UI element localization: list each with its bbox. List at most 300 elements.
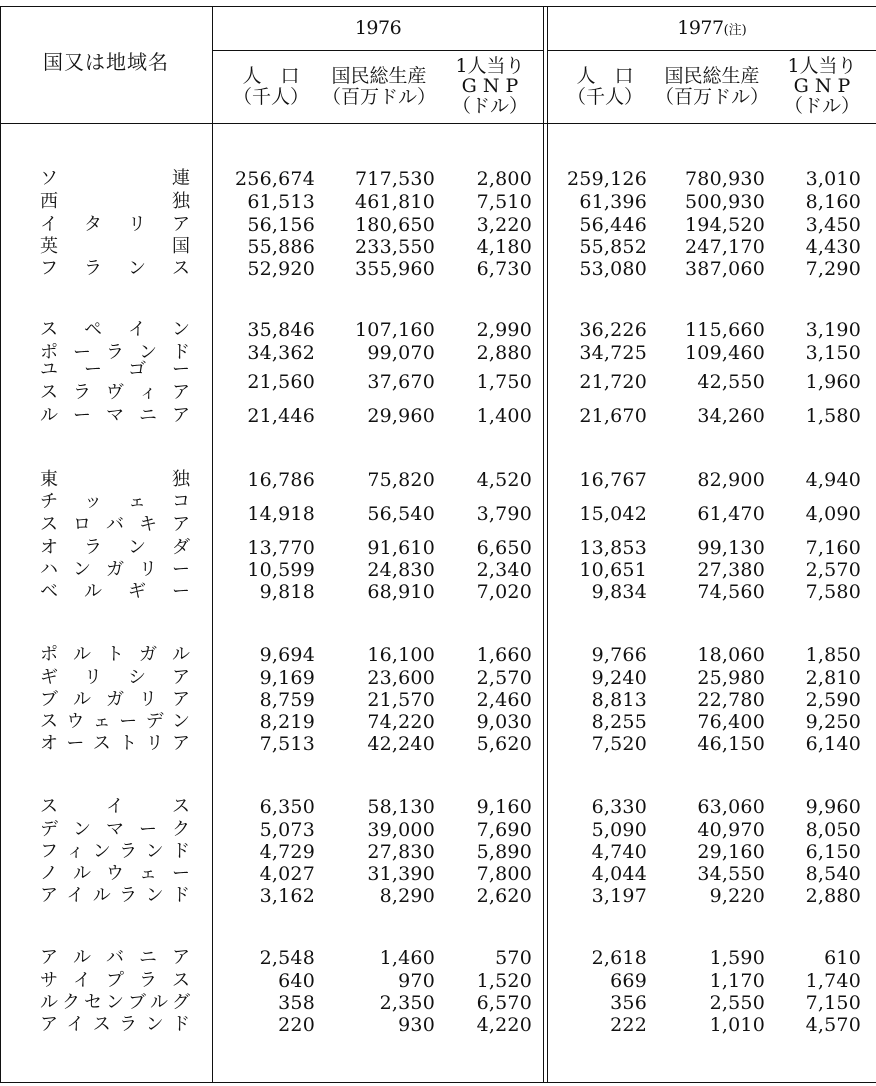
- country-name-char: ス: [40, 319, 58, 340]
- population-1976-cell: 3,162: [259, 885, 315, 907]
- country-name-char: ド: [171, 885, 190, 906]
- gnp-per-capita-1977-cell: 1,960: [805, 371, 861, 393]
- population-1977-cell: 21,670: [579, 405, 647, 427]
- population-header-1976: [222, 66, 320, 108]
- country-name-char: ル: [92, 885, 111, 906]
- gnp-1977-cell: 63,060: [697, 796, 765, 818]
- population-1977-cell: 5,090: [591, 819, 647, 841]
- subheader-rule-1976: [212, 50, 544, 51]
- gnp-1976-cell: 1,460: [379, 947, 435, 969]
- gnp-per-capita-1977-cell: 8,050: [805, 819, 861, 841]
- country-name-char: バ: [106, 947, 124, 968]
- population-1977-cell: 2,618: [591, 947, 647, 969]
- gnp-per-capita-1977-cell: 3,190: [805, 319, 861, 341]
- gnp-1976-cell: 8,290: [379, 885, 435, 907]
- country-name: [40, 235, 190, 259]
- population-1976-cell: 10,599: [247, 559, 315, 581]
- population-1976-cell: 35,846: [247, 319, 315, 341]
- gnp-per-capita-1977-cell: 2,590: [805, 689, 861, 711]
- country-name-char: ノ: [40, 863, 58, 884]
- country-name-char: ラ: [84, 537, 102, 558]
- country-name-char: ェ: [139, 863, 157, 884]
- country-name-char: デ: [40, 819, 58, 840]
- gnp-1976-cell: 37,670: [367, 371, 435, 393]
- gnp-1977-cell: 18,060: [697, 644, 765, 666]
- table-row: [0, 840, 876, 864]
- country-name-char: ェ: [128, 490, 146, 512]
- country-name-char: ニ: [139, 405, 157, 426]
- gnp-1977-cell: 387,060: [685, 258, 765, 280]
- population-1977-cell: 4,044: [591, 863, 647, 885]
- gnp-per-capita-1976-cell: 9,030: [476, 711, 532, 733]
- country-name-char: ゴ: [128, 358, 146, 380]
- gnp-header-line2: （百万ドル）: [654, 86, 769, 108]
- country-name-char: ペ: [84, 319, 102, 340]
- gnp-header-line2: （百万ドル）: [321, 86, 436, 108]
- population-header-line2: （千人）: [232, 86, 309, 108]
- population-1977-cell: 21,720: [579, 371, 647, 393]
- population-1977-cell: 669: [610, 970, 647, 992]
- country-name-char: プ: [106, 970, 124, 991]
- population-1976-cell: 34,362: [247, 342, 315, 364]
- table-row: [0, 558, 876, 582]
- table-row: [0, 190, 876, 214]
- country-name-char: ィ: [139, 381, 157, 403]
- country-name-char: ラ: [119, 841, 138, 862]
- table-row: [0, 643, 876, 667]
- country-name-char: ポ: [40, 644, 58, 665]
- population-1977-cell: 8,813: [591, 689, 647, 711]
- country-name-char: ン: [139, 342, 157, 363]
- population-1977-cell: 6,330: [591, 796, 647, 818]
- gnp-1976-cell: 91,610: [367, 537, 435, 559]
- population-1976-cell: 9,818: [259, 581, 315, 603]
- country-name: [40, 732, 190, 756]
- population-1977-cell: 34,725: [579, 342, 647, 364]
- country-name-char: ラ: [119, 1014, 138, 1035]
- population-1977-cell: 9,766: [591, 644, 647, 666]
- gnp-per-capita-1977-cell: 8,160: [805, 191, 861, 213]
- country-name-char: ド: [171, 841, 190, 862]
- country-name-char: ト: [106, 644, 124, 665]
- country-column-header: 国又は地域名: [43, 50, 169, 74]
- table-row: [0, 318, 876, 342]
- gnp-1977-cell: 29,160: [697, 841, 765, 863]
- country-name: [40, 580, 190, 604]
- country-name: [40, 884, 190, 908]
- gnp-per-capita-1977-cell: 610: [824, 947, 861, 969]
- gnp-1977-cell: 115,660: [685, 319, 765, 341]
- population-1976-cell: 2,548: [259, 947, 315, 969]
- population-1976-cell: 21,560: [247, 371, 315, 393]
- country-name-char: ク: [62, 992, 80, 1013]
- country-name-char: ス: [92, 1014, 111, 1035]
- country-name-char: ー: [119, 711, 138, 732]
- gnp-per-capita-1977-cell: 9,250: [805, 711, 861, 733]
- gnp-1976-cell: 970: [398, 970, 435, 992]
- gnp-1977-cell: 2,550: [709, 992, 765, 1014]
- country-name-char: ス: [172, 796, 190, 817]
- country-name-char: ン: [92, 841, 111, 862]
- population-1977-cell: 56,446: [579, 214, 647, 236]
- population-header-1977: [556, 66, 654, 108]
- gnp-per-capita-1976-cell: 3,220: [476, 214, 532, 236]
- gnp-per-capita-header-1976: [440, 56, 540, 116]
- country-name-char: ア: [171, 733, 190, 754]
- country-name-char: ル: [73, 863, 91, 884]
- population-1976-cell: 13,770: [247, 537, 315, 559]
- gnp-per-capita-1976-cell: 3,790: [476, 503, 532, 525]
- gnp-per-capita-1977-cell: 8,540: [805, 863, 861, 885]
- table-row: [0, 884, 876, 908]
- country-name-char: ハ: [40, 559, 58, 580]
- gnp-1977-cell: 1,010: [709, 1014, 765, 1036]
- country-name-char: ッ: [84, 490, 102, 512]
- country-name-char: ー: [172, 559, 190, 580]
- country-name-char: ユ: [40, 358, 58, 380]
- country-name-char: ン: [145, 885, 164, 906]
- country-name-char: シ: [128, 667, 146, 688]
- table-row: [0, 358, 876, 403]
- gnp-per-capita-1976-cell: 6,650: [476, 537, 532, 559]
- population-1977-cell: 16,767: [579, 469, 647, 491]
- gnp-1977-cell: 76,400: [697, 711, 765, 733]
- country-name-char: バ: [106, 513, 124, 535]
- country-name-char: ス: [40, 796, 58, 817]
- country-name-char: セ: [84, 992, 102, 1013]
- population-1976-cell: 9,694: [259, 644, 315, 666]
- country-name-char: ブ: [128, 992, 146, 1013]
- country-name-char: ン: [171, 711, 190, 732]
- table-row: [0, 862, 876, 886]
- gnp-1977-cell: 247,170: [685, 236, 765, 258]
- country-name-char: ド: [171, 1014, 190, 1035]
- table-bottom-rule: [0, 1082, 876, 1083]
- year-1977-label: 1977: [677, 17, 724, 39]
- country-name-char: コ: [172, 490, 190, 512]
- gnp-1976-cell: 31,390: [367, 863, 435, 885]
- country-name-char: デ: [145, 711, 164, 732]
- gnp-1976-cell: 74,220: [367, 711, 435, 733]
- gnp-per-capita-1977-cell: 1,740: [805, 970, 861, 992]
- country-name-char: ウ: [66, 711, 85, 732]
- country-name-char: ア: [172, 214, 190, 235]
- country-name-char: ト: [119, 733, 138, 754]
- gnp-per-capita-1976-cell: 2,460: [476, 689, 532, 711]
- gnp-1976-cell: 930: [398, 1014, 435, 1036]
- gnp-per-capita-1976-cell: 4,180: [476, 236, 532, 258]
- country-name-char: ル: [84, 581, 102, 602]
- gnp-per-capita-1976-cell: 9,160: [476, 796, 532, 818]
- country-name-char: リ: [139, 559, 157, 580]
- gnp-per-capita-1976-cell: 4,220: [476, 1014, 532, 1036]
- gnp-1976-cell: 717,530: [355, 168, 435, 190]
- country-name-char: ス: [172, 258, 190, 279]
- country-name-char: ン: [172, 319, 190, 340]
- country-name-char: ン: [128, 537, 146, 558]
- population-1977-cell: 259,126: [567, 168, 647, 190]
- country-name-char: ン: [145, 1014, 164, 1035]
- country-name: [40, 795, 190, 819]
- country-name-char: ー: [139, 819, 157, 840]
- country-name: [40, 257, 190, 281]
- gnp-1976-cell: 461,810: [355, 191, 435, 213]
- country-name-line1: [40, 358, 190, 382]
- gnp-per-capita-1977-cell: 4,430: [805, 236, 861, 258]
- population-1976-cell: 16,786: [247, 469, 315, 491]
- subheader-rule-1977: [548, 50, 876, 51]
- gnp-per-capita-1976-cell: 1,660: [476, 644, 532, 666]
- country-name-char: イ: [66, 885, 85, 906]
- country-name-char: ル: [40, 992, 58, 1013]
- population-1976-cell: 5,073: [259, 819, 315, 841]
- country-name: [40, 840, 190, 864]
- table-row: [0, 688, 876, 712]
- gnp-1977-cell: 27,380: [697, 559, 765, 581]
- population-1976-cell: 14,918: [247, 503, 315, 525]
- country-name-char: ア: [40, 885, 58, 906]
- year-1977-note: (注): [723, 23, 747, 38]
- country-name-char: ル: [73, 947, 91, 968]
- country-name-line2: [40, 381, 190, 405]
- country-name-char: タ: [84, 214, 102, 235]
- gnp-1977-cell: 99,130: [697, 537, 765, 559]
- gnp-1977-cell: 780,930: [685, 168, 765, 190]
- gnp-per-capita-1976-cell: 2,880: [476, 342, 532, 364]
- table-row: [0, 580, 876, 604]
- country-name-char: ラ: [119, 885, 138, 906]
- gnp-1976-cell: 21,570: [367, 689, 435, 711]
- table-row: [0, 732, 876, 756]
- gnp-1976-cell: 68,910: [367, 581, 435, 603]
- table-row: [0, 666, 876, 690]
- gnp-1976-cell: 2,350: [379, 992, 435, 1014]
- gnp-1977-cell: 82,900: [697, 469, 765, 491]
- gnp-1976-cell: 99,070: [367, 342, 435, 364]
- gnp-per-capita-header-1977: [772, 56, 872, 116]
- gnp-1977-cell: 500,930: [685, 191, 765, 213]
- gnp-1976-cell: 355,960: [355, 258, 435, 280]
- country-name: [40, 190, 190, 214]
- gnp-per-capita-1976-cell: 6,730: [476, 258, 532, 280]
- population-1976-cell: 6,350: [259, 796, 315, 818]
- country-name: [40, 1013, 190, 1037]
- gnp-1977-cell: 25,980: [697, 667, 765, 689]
- country-name-char: ン: [73, 819, 91, 840]
- country-name: [40, 946, 190, 970]
- gnp-per-capita-1976-cell: 7,690: [476, 819, 532, 841]
- table-row: [0, 167, 876, 191]
- population-1976-cell: 358: [278, 992, 315, 1014]
- country-name-char: ル: [150, 992, 168, 1013]
- gnp-1977-cell: 22,780: [697, 689, 765, 711]
- population-1976-cell: 8,759: [259, 689, 315, 711]
- gnp-1977-cell: 40,970: [697, 819, 765, 841]
- country-name-line1: [40, 490, 190, 514]
- country-name-char: ヴ: [106, 381, 124, 403]
- population-1977-cell: 3,197: [591, 885, 647, 907]
- country-name: [40, 468, 190, 492]
- gnp-1976-cell: 24,830: [367, 559, 435, 581]
- gnp-header-1977: [653, 66, 771, 108]
- country-name-char: サ: [40, 970, 58, 991]
- gnp-header-1976: [320, 66, 438, 108]
- population-1976-cell: 4,027: [259, 863, 315, 885]
- table-row: [0, 404, 876, 428]
- per-capita-header-line1: 1人当り: [455, 55, 525, 77]
- population-1976-cell: 56,156: [247, 214, 315, 236]
- population-1976-cell: 61,513: [247, 191, 315, 213]
- country-name-char: ー: [73, 342, 91, 363]
- country-name-char: キ: [139, 513, 157, 535]
- country-name-char: ラ: [73, 381, 91, 403]
- country-name-char: ア: [172, 689, 190, 710]
- country-name-char: ア: [172, 947, 190, 968]
- gnp-1976-cell: 56,540: [367, 503, 435, 525]
- country-name-char: ー: [73, 405, 91, 426]
- population-header-line1: 人 口: [242, 65, 300, 87]
- population-1977-cell: 8,255: [591, 711, 647, 733]
- gnp-per-capita-1976-cell: 2,620: [476, 885, 532, 907]
- population-1977-cell: 13,853: [579, 537, 647, 559]
- per-capita-header-line1: 1人当り: [787, 55, 857, 77]
- country-name-char: 独: [172, 469, 190, 490]
- population-1977-cell: 9,240: [591, 667, 647, 689]
- country-name-char: リ: [128, 214, 146, 235]
- gnp-per-capita-1976-cell: 2,990: [476, 319, 532, 341]
- gnp-per-capita-1977-cell: 6,150: [805, 841, 861, 863]
- country-name-char: ガ: [106, 689, 124, 710]
- country-name-char: ポ: [40, 342, 58, 363]
- country-name-char: ン: [73, 559, 91, 580]
- country-name-char: ア: [172, 405, 190, 426]
- population-header-line1: 人 口: [576, 65, 634, 87]
- population-1977-cell: 7,520: [591, 733, 647, 755]
- gnp-per-capita-1976-cell: 6,570: [476, 992, 532, 1014]
- country-name-char: ン: [145, 841, 164, 862]
- gnp-1976-cell: 29,960: [367, 405, 435, 427]
- country-name-char: ブ: [40, 689, 58, 710]
- table-row: [0, 795, 876, 819]
- country-name-char: ー: [172, 358, 190, 380]
- population-1976-cell: 640: [278, 970, 315, 992]
- gnp-per-capita-1976-cell: 2,800: [476, 168, 532, 190]
- country-name: [40, 818, 190, 842]
- country-name-char: ク: [172, 819, 190, 840]
- gnp-1977-cell: 109,460: [685, 342, 765, 364]
- table-top-rule: [0, 6, 876, 7]
- country-name: [40, 213, 190, 237]
- country-name-char: ア: [40, 947, 58, 968]
- country-name-char: ガ: [106, 559, 124, 580]
- table-row: [0, 257, 876, 281]
- country-name-char: ロ: [73, 513, 91, 535]
- country-name-char: 西: [40, 191, 58, 212]
- gnp-per-capita-1976-cell: 1,750: [476, 371, 532, 393]
- table-row: [0, 536, 876, 560]
- country-name-char: 英: [40, 236, 58, 257]
- gnp-1976-cell: 27,830: [367, 841, 435, 863]
- gnp-per-capita-1976-cell: 7,020: [476, 581, 532, 603]
- population-1976-cell: 52,920: [247, 258, 315, 280]
- country-name-char: ル: [73, 644, 91, 665]
- gnp-1976-cell: 39,000: [367, 819, 435, 841]
- country-name-char: ー: [84, 358, 102, 380]
- table-row: [0, 991, 876, 1015]
- gnp-per-capita-1977-cell: 1,850: [805, 644, 861, 666]
- per-capita-header-line2: G N P: [793, 75, 851, 97]
- country-name-char: ス: [172, 970, 190, 991]
- country-name-char: リ: [139, 689, 157, 710]
- country-name-char: 独: [172, 191, 190, 212]
- per-capita-header-line2: G N P: [461, 75, 519, 97]
- gnp-per-capita-1976-cell: 5,890: [476, 841, 532, 863]
- country-name-char: ア: [172, 381, 190, 403]
- country-name: [40, 969, 190, 993]
- table-row: [0, 213, 876, 237]
- per-capita-header-line3: （ドル）: [783, 95, 860, 117]
- table-row: [0, 235, 876, 259]
- gnp-per-capita-1977-cell: 2,570: [805, 559, 861, 581]
- table-row: [0, 468, 876, 492]
- gnp-per-capita-1977-cell: 2,880: [805, 885, 861, 907]
- country-name-char: ア: [40, 1014, 58, 1035]
- country-name-char: ウ: [106, 863, 124, 884]
- country-name-char: ン: [106, 992, 124, 1013]
- country-name-char: ス: [92, 733, 111, 754]
- country-name-char: イ: [106, 796, 124, 817]
- gnp-1976-cell: 23,600: [367, 667, 435, 689]
- population-1977-cell: 9,834: [591, 581, 647, 603]
- gnp-per-capita-1977-cell: 9,960: [805, 796, 861, 818]
- gnp-per-capita-1976-cell: 2,570: [476, 667, 532, 689]
- table-row: [0, 1013, 876, 1037]
- gnp-1977-cell: 9,220: [709, 885, 765, 907]
- country-name-char: ス: [40, 513, 58, 535]
- gnp-per-capita-1976-cell: 7,510: [476, 191, 532, 213]
- gnp-1977-cell: 194,520: [685, 214, 765, 236]
- population-1977-cell: 36,226: [579, 319, 647, 341]
- table-row: [0, 969, 876, 993]
- gnp-header-line1: 国民総生産: [664, 65, 760, 87]
- population-1977-cell: 53,080: [579, 258, 647, 280]
- country-name-char: ニ: [139, 947, 157, 968]
- country-name-char: ー: [172, 581, 190, 602]
- gnp-per-capita-1976-cell: 570: [495, 947, 532, 969]
- population-1976-cell: 7,513: [259, 733, 315, 755]
- country-name-char: イ: [128, 319, 146, 340]
- country-name-char: オ: [40, 537, 58, 558]
- population-1976-cell: 21,446: [247, 405, 315, 427]
- population-1976-cell: 4,729: [259, 841, 315, 863]
- country-name-char: グ: [172, 992, 190, 1013]
- population-1977-cell: 4,740: [591, 841, 647, 863]
- country-name-char: ド: [172, 342, 190, 363]
- gnp-1977-cell: 42,550: [697, 371, 765, 393]
- country-name: [40, 318, 190, 342]
- country-name-char: ガ: [139, 644, 157, 665]
- gnp-per-capita-1977-cell: 3,450: [805, 214, 861, 236]
- gnp-per-capita-1976-cell: 1,520: [476, 970, 532, 992]
- country-name-char: 連: [172, 168, 190, 189]
- gnp-per-capita-1976-cell: 4,520: [476, 469, 532, 491]
- country-name-line2: [40, 513, 190, 537]
- gnp-per-capita-1976-cell: 7,800: [476, 863, 532, 885]
- gnp-1977-cell: 61,470: [697, 503, 765, 525]
- gnp-1976-cell: 107,160: [355, 319, 435, 341]
- country-name-char: イ: [73, 970, 91, 991]
- country-name: [40, 688, 190, 712]
